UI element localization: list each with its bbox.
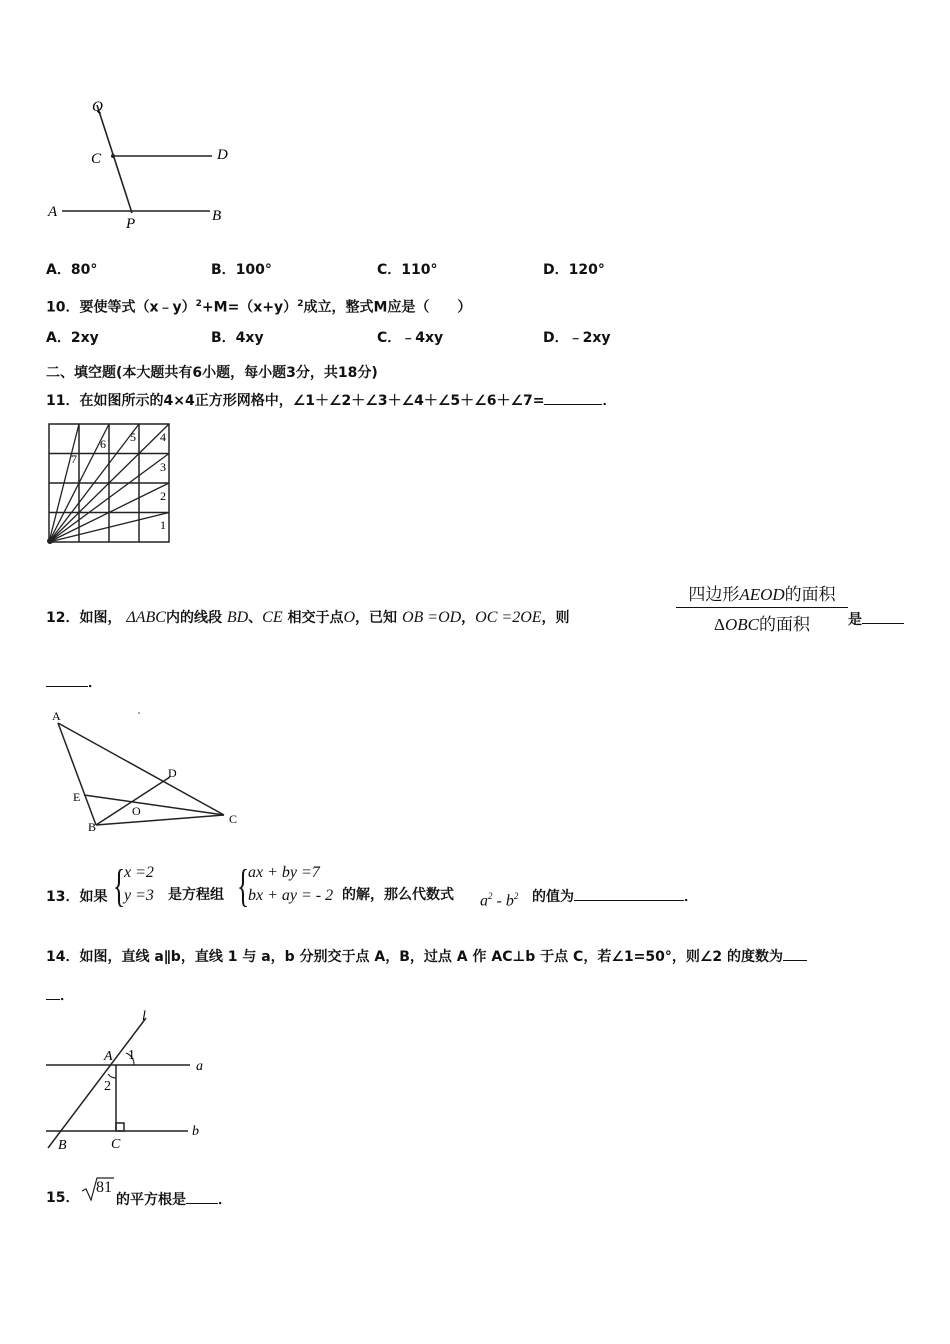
label-angle-1: 1 — [128, 1048, 135, 1063]
q10-stem-a: 10．要使等式（x﹣y） — [46, 299, 196, 316]
q12-t3: ，已知 — [355, 610, 398, 626]
angle-label-6: 6 — [100, 437, 106, 451]
q12-num: 12．如图， — [46, 610, 122, 626]
q14-tail — [46, 985, 74, 1005]
label-point-a: A — [104, 1049, 113, 1064]
q12-eq1: OB =OD — [401, 609, 462, 626]
q13-t2: 的解，那么代数式 — [342, 887, 454, 903]
q12-answer-blank-b[interactable] — [46, 672, 88, 687]
q13-sys2-line1: ax + by =7 — [248, 864, 320, 881]
q13-sys2 — [248, 861, 333, 907]
q9-option-c: C．110° — [377, 262, 438, 278]
angle-label-7: 7 — [71, 452, 77, 466]
label-b: B — [88, 820, 97, 834]
label-point-b: B — [58, 1138, 67, 1153]
q14-figure — [40, 1008, 215, 1158]
q14-answer-blank-a[interactable] — [783, 946, 807, 961]
label-line-b: b — [192, 1124, 199, 1139]
label-a: A — [48, 204, 58, 220]
label-d: D — [217, 147, 228, 163]
q12-ce: CE — [262, 609, 283, 626]
q14-stem — [46, 946, 807, 966]
line-l — [48, 1018, 146, 1148]
q9-option-a: A．80° — [46, 262, 98, 278]
label-e: E — [73, 790, 81, 804]
q9-option-b: B．100° — [211, 262, 272, 278]
q12-triangle-figure — [46, 705, 246, 835]
q13-num: 13．如果 — [46, 889, 108, 905]
angle-label-1: 1 — [160, 518, 166, 532]
angle-label-4: 4 — [160, 430, 166, 444]
q12-t2: 相交于点 — [287, 610, 344, 626]
label-d: D — [168, 766, 177, 780]
q10-stem-c: +M=（x+y） — [201, 299, 298, 316]
q14-stem-text: 14．如图，直线 a∥b，直线 1 与 a，b 分别交于点 A，B，过点 A 作 AC⊥b 于点 C，若∠1=50°，则∠2 的度数为 — [46, 949, 783, 965]
angle-label-2: 2 — [160, 489, 166, 503]
label-l: l — [142, 1009, 146, 1024]
q9-option-d: D．120° — [543, 262, 605, 278]
q11-stem-text: 11．在如图所示的4×4正方形网格中，∠1＋∠2＋∠3＋∠4＋∠5＋∠6＋∠7= — [46, 393, 545, 409]
label-angle-2: 2 — [104, 1079, 111, 1094]
q10-option-b: B．4xy — [211, 330, 264, 346]
q12-t5: 是 — [848, 612, 862, 628]
label-o: O — [132, 804, 141, 818]
label-c: C — [91, 151, 102, 167]
q11-grid-figure — [46, 421, 174, 547]
right-angle-mark — [116, 1123, 124, 1131]
point-c — [111, 154, 115, 158]
q15-answer-blank[interactable] — [186, 1189, 218, 1204]
q11-end: ． — [602, 393, 617, 409]
q13-tail — [532, 886, 698, 906]
q13-sys1 — [124, 861, 154, 907]
q12-tail-2 — [46, 672, 102, 692]
q12-t4: ，则 — [541, 610, 570, 626]
q12-fraction-denominator: ΔOBC的面积 — [714, 615, 810, 634]
angle-label-5: 5 — [130, 430, 136, 444]
angle-label-3: 3 — [160, 460, 166, 474]
q10-option-c: C．﹣4xy — [377, 330, 444, 346]
q13-end: ． — [684, 889, 698, 905]
q13-brace-2: { — [237, 860, 250, 911]
q15-end: ． — [218, 1192, 232, 1208]
q12-fraction — [676, 580, 848, 635]
q13-expression: $a^2 - b^2$ — [480, 891, 519, 910]
q12-triangle: ΔABC — [126, 609, 166, 626]
q13-sys1-line1: x =2 — [124, 864, 154, 881]
q11-answer-blank[interactable] — [544, 390, 602, 405]
q15-radicand: 81 — [96, 1179, 112, 1196]
q10-option-d: D．﹣2xy — [543, 330, 611, 346]
q14-end: ． — [60, 988, 74, 1004]
label-a: A — [52, 709, 61, 723]
q13-answer-blank[interactable] — [574, 886, 684, 901]
q12-end: ． — [88, 675, 102, 691]
label-c: C — [229, 812, 238, 826]
label-p: P — [126, 216, 136, 232]
q12-bd: BD — [226, 609, 249, 626]
q12-stem — [46, 609, 570, 627]
q13-brace-1: { — [113, 860, 126, 911]
q10-option-a: A．2xy — [46, 330, 99, 346]
q14-answer-blank-b[interactable] — [46, 985, 60, 1000]
label-line-a: a — [196, 1059, 203, 1074]
q13-sys1-line2: y =3 — [124, 887, 154, 904]
q13-sys2-line2: bx + ay = - 2 — [248, 887, 334, 904]
q12-t1: 内的线段 — [165, 610, 222, 626]
q13-t1: 是方程组 — [168, 887, 224, 903]
q15-tail — [116, 1189, 232, 1209]
label-q: Q — [92, 99, 103, 115]
q12-comma: ， — [461, 610, 476, 626]
q9-figure — [40, 95, 240, 235]
q10-exp-1: 2 — [195, 299, 202, 309]
q11-stem — [46, 390, 616, 410]
q10-stem — [46, 295, 471, 317]
line-qp — [97, 105, 132, 213]
q12-fraction-numerator: 四边形AEOD的面积 — [676, 580, 848, 608]
q10-stem-e: 成立，整式M应是（ ） — [303, 299, 472, 316]
label-point-c: C — [111, 1137, 121, 1152]
q12-point-o: O — [343, 609, 356, 626]
q12-tail — [848, 609, 904, 629]
section-2-heading: 二、填空题(本大题共有6小题，每小题3分，共18分) — [46, 365, 378, 381]
q12-eq2: OC =2OE — [475, 609, 542, 626]
q10-exp-2: 2 — [297, 299, 304, 309]
q13-t3: 的值为 — [532, 889, 574, 905]
q15-num: 15． — [46, 1190, 80, 1206]
q12-sep: 、 — [248, 610, 263, 626]
q12-answer-blank-a[interactable] — [862, 609, 904, 624]
q15-t1: 的平方根是 — [116, 1192, 186, 1208]
label-b: B — [212, 208, 222, 224]
